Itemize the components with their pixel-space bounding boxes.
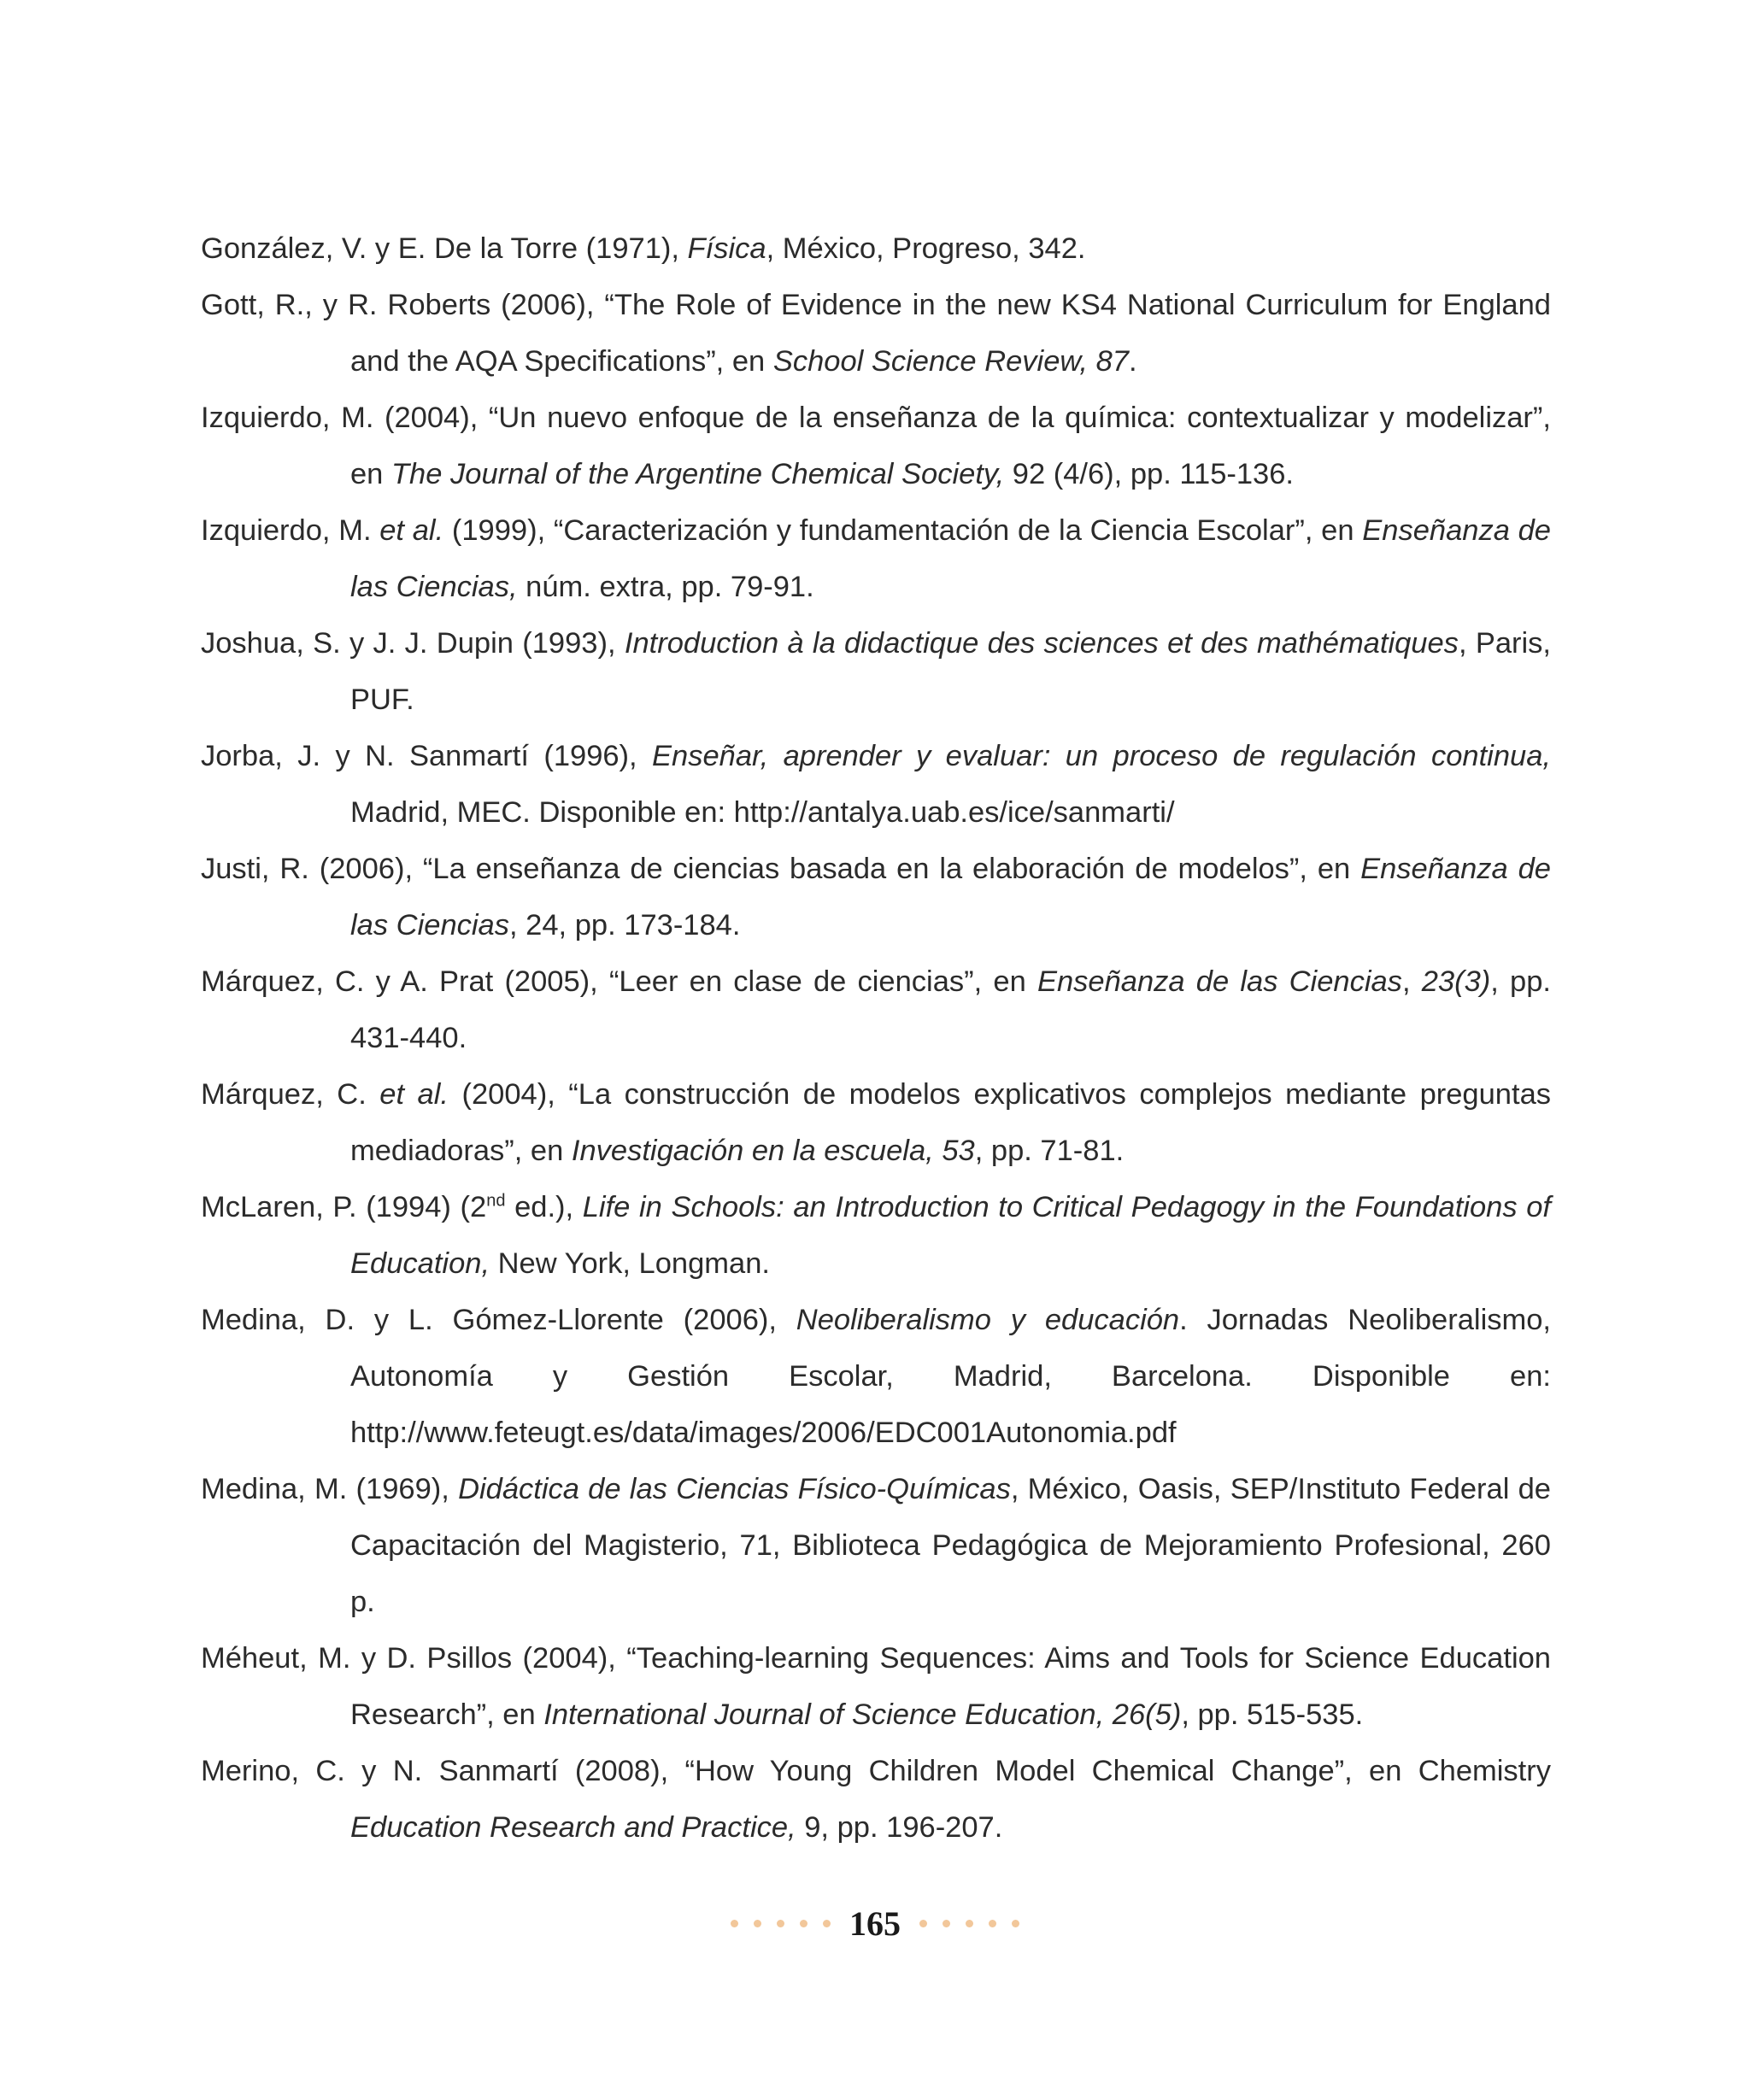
reference-text: Méheut, M. y D. Psillos (2004), “Teaching-learning Sequences: Aims and Tools for Science Education Research”, en: [201, 1642, 1551, 1731]
reference-entry: [201, 220, 1551, 277]
reference-text: , Paris, PUF.: [350, 627, 1552, 716]
reference-text: ,: [1401, 965, 1422, 998]
reference-text: .: [1128, 345, 1137, 378]
reference-text: (1999), “Caracterización y fundamentación de la Ciencia Escolar”, en: [443, 514, 1363, 547]
reference-entry: [201, 615, 1551, 728]
reference-text: 9, pp. 196-207.: [796, 1811, 1003, 1844]
reference-entry: [201, 1066, 1551, 1179]
right-dot-ornament: [919, 1920, 1019, 1927]
reference-entry: [201, 1743, 1551, 1856]
reference-italic-text: et al.: [379, 514, 444, 547]
reference-text: Madrid, MEC. Disponible en: http://antalya.uab.es/ice/sanmarti/: [350, 796, 1175, 829]
dot: [754, 1920, 761, 1927]
reference-text: 92 (4/6), pp. 115-136.: [1004, 458, 1295, 490]
reference-italic-text: Introduction à la didactique des sciences et des mathématiques: [624, 627, 1459, 660]
reference-entry: [201, 390, 1551, 502]
reference-italic-text: Investigación en la escuela, 53: [571, 1135, 975, 1167]
reference-text: Izquierdo, M. (2004), “Un nuevo enfoque de la enseñanza de la química: contextualizar y modelizar”, en: [201, 402, 1551, 490]
dot: [777, 1920, 784, 1927]
dot: [966, 1920, 973, 1927]
reference-text: Izquierdo, M.: [201, 514, 380, 547]
dot: [800, 1920, 807, 1927]
reference-superscript: nd: [486, 1191, 506, 1211]
reference-italic-text: et al.: [379, 1078, 449, 1111]
reference-entry: [201, 1630, 1551, 1743]
reference-entry: [201, 953, 1551, 1066]
reference-italic-text: International Journal of Science Education, 26(5): [543, 1698, 1182, 1731]
reference-text: , pp. 431-440.: [350, 965, 1551, 1054]
dot: [731, 1920, 738, 1927]
reference-entry: [201, 841, 1551, 953]
reference-italic-text: Life in Schools: an Introduction to Critical Pedagogy in the Foundations of Education,: [350, 1191, 1551, 1280]
reference-italic-text: Enseñanza de las Ciencias,: [350, 514, 1551, 603]
reference-italic-text: Education Research and Practice,: [350, 1811, 796, 1844]
dot: [919, 1920, 927, 1927]
reference-text: , México, Progreso, 342.: [766, 232, 1086, 265]
reference-text: núm. extra, pp. 79-91.: [517, 571, 814, 603]
reference-text: Justi, R. (2006), “La enseñanza de ciencias basada en la elaboración de modelos”, en: [201, 853, 1361, 885]
left-dot-ornament: [731, 1920, 831, 1927]
reference-entry: [201, 1179, 1551, 1292]
reference-entry: [201, 1461, 1551, 1630]
reference-text: ed.),: [505, 1191, 583, 1223]
reference-entry: [201, 502, 1551, 615]
reference-text: Medina, M. (1969),: [201, 1473, 459, 1505]
reference-italic-text: Enseñar, aprender y evaluar: un proceso de regulación continua,: [652, 740, 1551, 772]
reference-italic-text: 23(3): [1421, 965, 1491, 998]
reference-text: , pp. 515-535.: [1181, 1698, 1364, 1731]
dot: [823, 1920, 831, 1927]
reference-text: Merino, C. y N. Sanmartí (2008), “How Young Children Model Chemical Change”, en Chemistry: [201, 1755, 1551, 1787]
reference-text: New York, Longman.: [490, 1247, 770, 1280]
reference-list: [201, 220, 1551, 1856]
reference-italic-text: Física: [687, 232, 766, 265]
reference-text: . Jornadas Neoliberalismo, Autonomía y Gestión Escolar, Madrid, Barcelona. Disponible en: http://www.feteugt.es/data/images/2006/EDC001Autonomia.pdf: [350, 1304, 1551, 1449]
reference-entry: [201, 277, 1551, 390]
reference-text: Joshua, S. y J. J. Dupin (1993),: [201, 627, 625, 660]
reference-text: Márquez, C. y A. Prat (2005), “Leer en clase de ciencias”, en: [201, 965, 1037, 998]
reference-entry: [201, 728, 1551, 841]
reference-italic-text: Didáctica de las Ciencias Físico-Químicas: [458, 1473, 1011, 1505]
reference-text: McLaren, P. (1994) (2: [201, 1191, 487, 1223]
reference-text: , pp. 71-81.: [974, 1135, 1125, 1167]
page-number: 165: [849, 1904, 901, 1943]
reference-text: Jorba, J. y N. Sanmartí (1996),: [201, 740, 653, 772]
reference-text: Gott, R., y R. Roberts (2006), “The Role of Evidence in the new KS4 National Curriculum for England and the AQA Specifications”, en: [201, 289, 1551, 378]
reference-italic-text: Enseñanza de las Ciencias: [350, 853, 1551, 941]
page-footer: [0, 1903, 1750, 1944]
reference-text: Medina, D. y L. Gómez-Llorente (2006),: [201, 1304, 796, 1336]
reference-entry: [201, 1292, 1551, 1461]
reference-text: (2004), “La construcción de modelos explicativos complejos mediante preguntas mediadoras”, en: [350, 1078, 1552, 1167]
reference-italic-text: Enseñanza de las Ciencias: [1036, 965, 1402, 998]
reference-text: Márquez, C.: [201, 1078, 380, 1111]
dot: [1012, 1920, 1019, 1927]
reference-text: , México, Oasis, SEP/Instituto Federal de Capacitación del Magisterio, 71, Biblioteca Pedagógica de Mejoramiento Profesional, 260 p.: [350, 1473, 1551, 1618]
dot: [989, 1920, 996, 1927]
reference-italic-text: School Science Review, 87: [772, 345, 1129, 378]
reference-italic-text: Neoliberalismo y educación: [796, 1304, 1180, 1336]
reference-text: , 24, pp. 173-184.: [509, 909, 741, 941]
dot: [943, 1920, 950, 1927]
reference-italic-text: The Journal of the Argentine Chemical Society,: [391, 458, 1005, 490]
reference-text: González, V. y E. De la Torre (1971),: [201, 232, 688, 265]
